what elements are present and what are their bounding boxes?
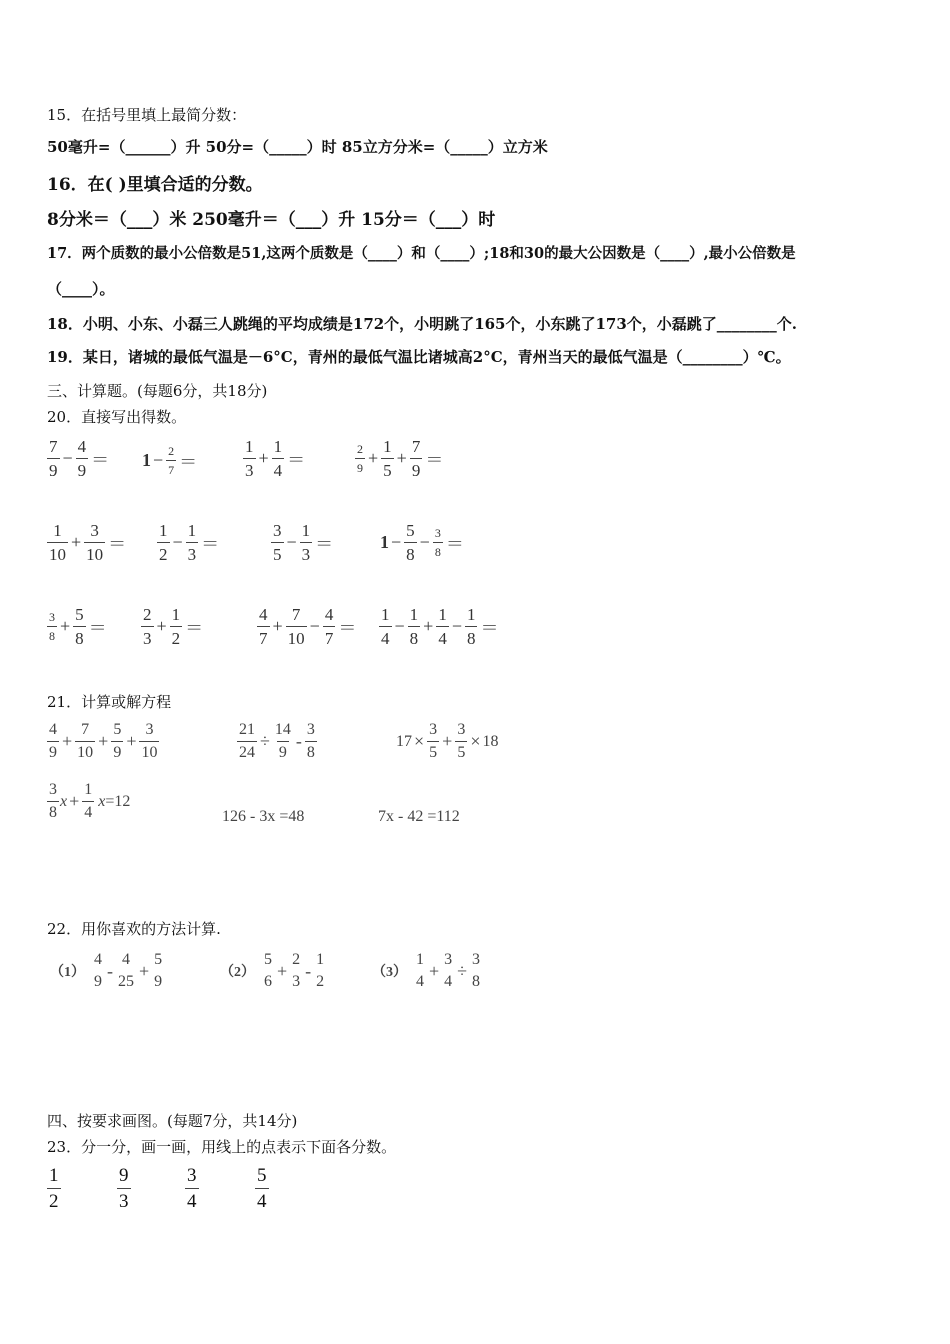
q23-title: 23．分一分，画一画，用线上的点表示下面各分数。 [47, 1138, 397, 1156]
q21-expr-2: $\frac{21}{24}$ ÷ $\frac{14}{9}$ - $\frac{3}{8}$ [239, 721, 315, 761]
q21-expr-1: $\frac{4}{9}$ + $\frac{7}{10}$ + $\frac{5}{9}$ + $\frac{3}{10}$ [49, 721, 158, 761]
q20-r2-d: 1 − $\frac{5}{8}$ − $\frac{3}{8}$ ＝ [380, 521, 464, 564]
q15-title: 15．在括号里填上最简分数： [47, 106, 247, 124]
q15-blanks: 50毫升=（______）升 50分=（_____）时 85立方分米=（_____）立方米 [47, 138, 548, 156]
q17-line1: 17．两个质数的最小公倍数是51,这两个质数是（____）和（____）;18和30的最大公因数是（____）,最小公倍数是 [47, 245, 796, 262]
q20-r1-a: $\frac{7}{9}$ − $\frac{4}{9}$ ＝ [49, 437, 110, 480]
q16-title: 16．在( )里填合适的分数。 [47, 175, 263, 195]
q21-equation-1: $\frac{3}{8}$ x + $\frac{1}{4}$ x =12 [49, 781, 131, 821]
q21-expr-3: 17 × $\frac{3}{5}$ + $\frac{3}{5}$ × 18 [396, 721, 499, 761]
q20-r2-b: $\frac{1}{2}$ − $\frac{1}{3}$ ＝ [159, 521, 220, 564]
q17-line2: （____）。 [47, 280, 115, 298]
q20-r2-c: $\frac{3}{5}$ − $\frac{1}{3}$ ＝ [273, 521, 334, 564]
q20-r3-b: $\frac{2}{3}$ + $\frac{1}{2}$ ＝ [143, 605, 204, 648]
q19-line: 19．某日，诸城的最低气温是－6°C，青州的最低气温比诸城高2°C，青州当天的最低气温是（________）℃。 [47, 348, 791, 366]
q21-title: 21．计算或解方程 [47, 693, 172, 711]
q20-r2-a: $\frac{1}{10}$ + $\frac{3}{10}$ ＝ [49, 521, 127, 564]
q20-r1-c: $\frac{1}{3}$ + $\frac{1}{4}$ ＝ [245, 437, 306, 480]
q22-problem-2: （2） 5 6 + 2 3 - 1 2 [220, 951, 325, 990]
q22-problem-3: （3） 1 4 + 3 4 ÷ 3 8 [372, 951, 481, 990]
q20-r1-b: 1 − $\frac{2}{7}$ ＝ [142, 444, 198, 477]
q22-title: 22．用你喜欢的方法计算. [47, 920, 221, 938]
q22-problem-1: （1） 4 9 - 4 25 + 5 9 [50, 951, 163, 990]
q20-r3-c: $\frac{4}{7}$ + $\frac{7}{10}$ − $\frac{4}{7}$ ＝ [259, 605, 357, 648]
q16-blanks: 8分米＝（___）米 250毫升＝（___）升 15分＝（___）时 [47, 210, 496, 230]
q21-equation-3: 7x - 42 =112 [378, 808, 460, 825]
q23-fraction-4: $\frac{5}{4}$ [257, 1165, 267, 1212]
q18-line: 18．小明、小东、小磊三人跳绳的平均成绩是172个，小明跳了165个，小东跳了173个，小磊跳了________个. [47, 315, 798, 333]
q21-equation-2: 126 - 3x =48 [222, 808, 305, 825]
section-3-title: 三、计算题。(每题6分，共18分) [47, 382, 268, 400]
q23-fraction-3: $\frac{3}{4}$ [187, 1165, 197, 1212]
q20-r3-d: $\frac{1}{4}$ − $\frac{1}{8}$ + $\frac{1}{4}$ − $\frac{1}{8}$ ＝ [381, 605, 499, 648]
q20-r3-a: $\frac{3}{8}$ + $\frac{5}{8}$ ＝ [49, 605, 107, 648]
q20-title: 20．直接写出得数。 [47, 408, 187, 426]
q23-fraction-2: $\frac{9}{3}$ [119, 1165, 129, 1212]
section-4-title: 四、按要求画图。(每题7分，共14分) [47, 1112, 298, 1130]
q20-r1-d: $\frac{2}{9}$ + $\frac{1}{5}$ + $\frac{7}{9}$ ＝ [357, 437, 444, 480]
q23-fraction-1: $\frac{1}{2}$ [49, 1165, 59, 1212]
